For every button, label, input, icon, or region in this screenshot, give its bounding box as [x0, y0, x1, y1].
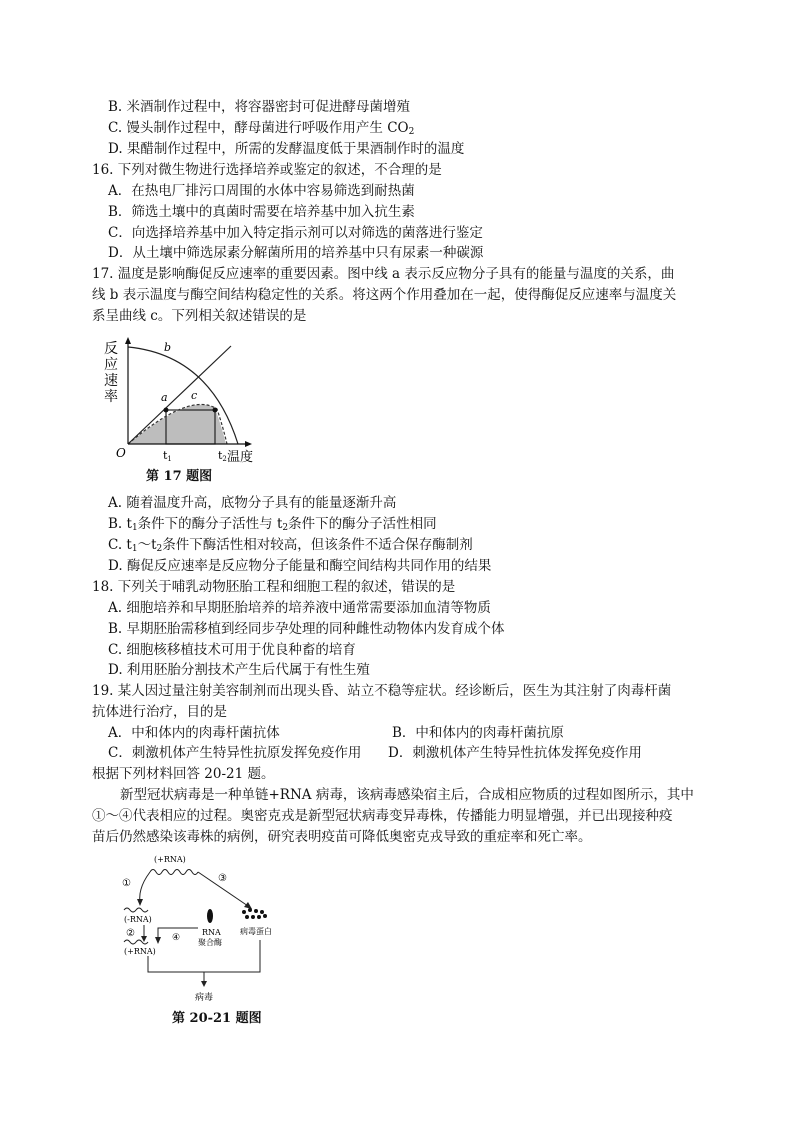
- arrow-step-1: [140, 872, 150, 902]
- q19-option-c: C．刺激机体产生特异性抗原发挥免疫作用: [108, 745, 362, 761]
- arrow-step-3-head: [244, 902, 252, 909]
- step-2-label: ②: [126, 928, 135, 939]
- q17-option-b: B. $t_1$条件下的酶分子活性与 $t_2$条件下的酶分子活性相同: [108, 516, 437, 533]
- point-t2-top: [213, 408, 218, 413]
- q17-stem-line-3: 系呈曲线 c。下列相关叙述错误的是: [92, 308, 307, 324]
- q16-option-a: A．在热电厂排污口周围的水体中容易筛选到耐热菌: [108, 183, 415, 199]
- q16-option-d: D．从土壤中筛选尿素分解菌所用的培养基中只有尿素一种碳源: [108, 245, 484, 261]
- q18-option-b: B. 早期胚胎需移植到经同步孕处理的同种雌性动物体内发育成个体: [108, 621, 505, 637]
- q15-option-b: B. 米酒制作过程中，将容器密封可促进酵母菌增殖: [108, 99, 411, 115]
- q19-stem-line-1: 19. 某人因过量注射美容制剂而出现头昏、站立不稳等症状。经诊断后，医生为其注射了肉毒杆菌: [92, 683, 672, 699]
- point-t1-top: [164, 408, 169, 413]
- rna-polymerase-label-2: 聚合酶: [198, 938, 222, 947]
- rna-polymerase-shape: [207, 909, 213, 923]
- q16-option-c: C．向选择培养基中加入特定指示剂可以对筛选的菌落进行鉴定: [108, 225, 483, 241]
- curve-c-label: c: [191, 389, 198, 402]
- t1-label: t1: [163, 449, 172, 463]
- q17-option-d: D. 酶促反应速率是反应物分子能量和酶空间结构共同作用的结果: [108, 558, 492, 574]
- q17-option-c: C. $t_1\sim t_2$条件下酶活性相对较高，但该条件不适合保存酶制剂: [108, 537, 473, 554]
- q18-option-c: C. 细胞核移植技术可用于优良种畜的培育: [108, 642, 356, 658]
- virus-replication-diagram: [110, 850, 280, 1010]
- viral-protein-label: 病毒蛋白: [240, 927, 272, 936]
- q19-option-a: A．中和体内的肉毒杆菌抗体: [108, 725, 280, 741]
- q18-option-d: D. 利用胚胎分割技术产生后代属于有性生殖: [108, 662, 370, 678]
- y-axis-label-3: 速: [104, 373, 118, 389]
- q15-option-c: C. 馒头制作过程中，酵母菌进行呼吸作用产生 $CO_2$: [108, 120, 415, 137]
- curve-a-label: a: [161, 391, 168, 404]
- origin-label: O: [116, 446, 126, 460]
- material-intro: 根据下列材料回答 20-21 题。: [92, 766, 275, 782]
- arrow-step-1-head: [137, 899, 143, 906]
- q17-figure-caption: 第 17 题图: [146, 469, 213, 484]
- q19-stem-line-2: 抗体进行治疗，目的是: [92, 704, 227, 720]
- q18-stem: 18. 下列关于哺乳动物胚胎工程和细胞工程的叙述，错误的是: [92, 579, 456, 595]
- q20-21-figure-caption: 第 20-21 题图: [172, 1011, 262, 1026]
- q17-stem-line-2: 线 b 表示温度与酶空间结构稳定性的关系。将这两个作用叠加在一起，使得酶促反应速率与温度关: [92, 287, 677, 303]
- q18-option-a: A. 细胞培养和早期胚胎培养的培养液中通常需要添加血清等物质: [108, 600, 491, 616]
- q19-option-b: B．中和体内的肉毒杆菌抗原: [392, 725, 564, 741]
- assembly-arrow-head: [201, 981, 207, 987]
- q16-stem: 16. 下列对微生物进行选择培养或鉴定的叙述，不合理的是: [92, 162, 442, 178]
- material-paragraph-line-2: ①～④代表相应的过程。奥密克戎是新型冠状病毒变异毒株，传播能力明显增强，并已出现接种疫: [92, 808, 673, 824]
- x-axis-label: 温度: [227, 450, 254, 465]
- rna-polymerase-label-1: RNA: [202, 928, 221, 937]
- y-axis-label-4: 率: [104, 389, 118, 405]
- plus-rna-bottom-label: (+RNA): [124, 947, 156, 956]
- x-axis-arrow: [245, 441, 252, 447]
- q17-stem-line-1: 17. 温度是影响酶促反应速率的重要因素。图中线 a 表示反应物分子具有的能量与温度的关系，曲: [92, 266, 675, 282]
- q19-option-d: D．刺激机体产生特异性抗体发挥免疫作用: [388, 745, 642, 761]
- curve-b-label: b: [164, 341, 172, 354]
- minus-rna-strand: [124, 908, 148, 912]
- material-paragraph-line-1: 新型冠状病毒是一种单链+RNA 病毒，该病毒感染宿主后，合成相应物质的过程如图所示，其中: [120, 787, 694, 803]
- step-1-label: ①: [122, 878, 131, 889]
- virus-label: 病毒: [195, 993, 214, 1003]
- material-paragraph-line-3: 苗后仍然感染该毒株的病例，研究表明疫苗可降低奥密克戎导致的重症率和死亡率。: [92, 829, 592, 845]
- q16-option-b: B．筛选土壤中的真菌时需要在培养基中加入抗生素: [108, 204, 415, 220]
- q17-option-a: A. 随着温度升高，底物分子具有的能量逐渐升高: [108, 495, 397, 511]
- plus-rna-top-label: (+RNA): [154, 855, 186, 864]
- step-4-label: ④: [172, 933, 181, 943]
- plus-rna-top-strand: [150, 870, 198, 875]
- step-3-label: ③: [218, 873, 227, 884]
- q15-option-d: D. 果醋制作过程中，所需的发酵温度低于果酒制作时的温度: [108, 141, 465, 157]
- minus-rna-label: (-RNA): [124, 915, 152, 924]
- y-axis-label-1: 反: [104, 341, 118, 357]
- t2-label: t2: [218, 449, 227, 463]
- q17-figure: [100, 333, 260, 468]
- viral-protein-dots: [242, 908, 267, 919]
- y-axis-label-2: 应: [104, 357, 118, 373]
- y-axis-arrow: [125, 337, 131, 344]
- arrow-step-4-head: [155, 937, 161, 944]
